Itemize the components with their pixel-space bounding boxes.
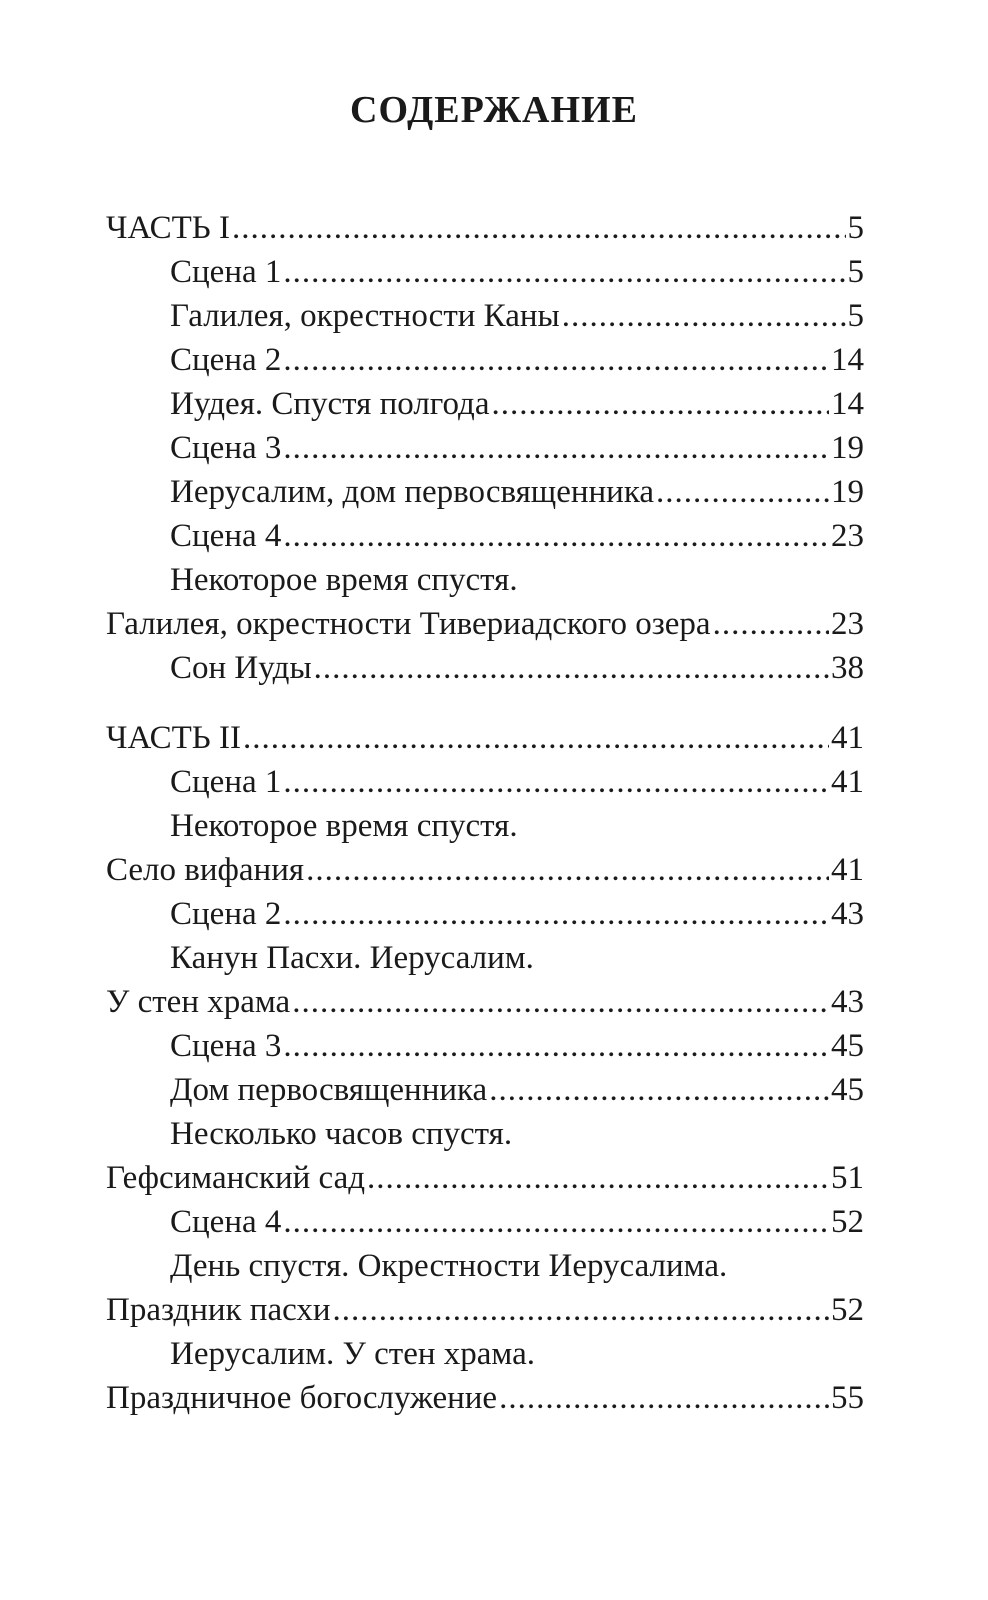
toc-page-number: 51 <box>831 1160 864 1196</box>
dot-leader <box>333 1288 830 1332</box>
toc-page-number: 52 <box>831 1204 864 1240</box>
toc-subheading <box>106 1112 864 1156</box>
toc-entry-label: У стен храма <box>106 984 291 1020</box>
dot-leader <box>499 1376 829 1420</box>
dot-leader <box>562 294 846 338</box>
toc-page-number: 43 <box>831 896 864 932</box>
toc-entry[interactable] <box>106 602 864 646</box>
dot-leader <box>283 760 829 804</box>
toc-entry[interactable] <box>106 250 864 294</box>
dot-leader <box>656 470 829 514</box>
toc-page-number: 5 <box>847 298 864 334</box>
toc-entry-label: Некоторое время спустя. <box>170 562 518 598</box>
toc-entry[interactable] <box>106 646 864 690</box>
toc-entry[interactable] <box>106 294 864 338</box>
dot-leader <box>283 892 829 936</box>
toc-entry[interactable] <box>106 382 864 426</box>
dot-leader <box>306 848 829 892</box>
toc-page-number: 41 <box>831 720 864 756</box>
toc-entry[interactable] <box>106 426 864 470</box>
dot-leader <box>713 602 829 646</box>
toc-entry[interactable] <box>106 760 864 804</box>
dot-leader <box>232 206 846 250</box>
toc-entry-label: Дом первосвященника <box>170 1072 488 1108</box>
toc-entry-label: Сцена 4 <box>170 518 282 554</box>
toc-entry-label: ЧАСТЬ II <box>106 720 241 756</box>
toc-subheading <box>106 1244 864 1288</box>
toc-entry-label: Сон Иуды <box>170 650 312 686</box>
dot-leader <box>283 1024 829 1068</box>
toc-entry[interactable] <box>106 980 864 1024</box>
toc-entry[interactable] <box>106 470 864 514</box>
toc-page-number: 19 <box>831 474 864 510</box>
dot-leader <box>243 716 829 760</box>
toc-entry-label: Иудея. Спустя полгода <box>170 386 490 422</box>
dot-leader <box>283 426 829 470</box>
toc-entry[interactable] <box>106 1156 864 1200</box>
page-title: СОДЕРЖАНИЕ <box>350 89 638 131</box>
toc-entry-label: Галилея, окрестности Каны <box>170 298 560 334</box>
toc-page-number: 45 <box>831 1028 864 1064</box>
toc-entry-label: Канун Пасхи. Иерусалим. <box>170 940 534 976</box>
toc-entry-label: Сцена 2 <box>170 896 282 932</box>
toc-entry[interactable] <box>106 514 864 558</box>
toc-entry[interactable] <box>106 1024 864 1068</box>
toc-entry-label: Сцена 1 <box>170 254 282 290</box>
toc-page-number: 5 <box>847 210 864 246</box>
toc-entry-label: Сцена 1 <box>170 764 282 800</box>
toc-entry-label: Несколько часов спустя. <box>170 1116 513 1152</box>
toc-page-number: 23 <box>831 518 864 554</box>
table-of-contents <box>106 206 864 1420</box>
toc-subheading <box>106 804 864 848</box>
toc-page-number: 23 <box>831 606 864 642</box>
toc-part-heading[interactable] <box>106 716 864 760</box>
toc-page-number: 14 <box>831 342 864 378</box>
dot-leader <box>283 1200 829 1244</box>
toc-entry-label: Некоторое время спустя. <box>170 808 518 844</box>
toc-page-number: 52 <box>831 1292 864 1328</box>
toc-entry[interactable] <box>106 1288 864 1332</box>
toc-entry-label: Сцена 2 <box>170 342 282 378</box>
toc-entry-label: Праздник пасхи <box>106 1292 331 1328</box>
toc-page-number: 43 <box>831 984 864 1020</box>
dot-leader <box>367 1156 829 1200</box>
dot-leader <box>492 382 830 426</box>
toc-entry-label: Иерусалим. У стен храма. <box>170 1336 535 1372</box>
toc-page-number: 38 <box>831 650 864 686</box>
toc-subheading <box>106 936 864 980</box>
toc-entry-label: День спустя. Окрестности Иерусалима. <box>170 1248 728 1284</box>
toc-page-number: 45 <box>831 1072 864 1108</box>
toc-subheading <box>106 558 864 602</box>
toc-entry-label: Гефсиманский сад <box>106 1160 366 1196</box>
toc-entry-label: Иерусалим, дом первосвященника <box>170 474 655 510</box>
section-gap <box>106 690 864 716</box>
toc-part-heading[interactable] <box>106 206 864 250</box>
toc-page-number: 41 <box>831 764 864 800</box>
toc-entry[interactable] <box>106 1376 864 1420</box>
toc-entry[interactable] <box>106 892 864 936</box>
toc-entry-label: ЧАСТЬ I <box>106 210 230 246</box>
dot-leader <box>283 514 829 558</box>
toc-entry[interactable] <box>106 848 864 892</box>
toc-entry[interactable] <box>106 1068 864 1112</box>
toc-page-number: 19 <box>831 430 864 466</box>
dot-leader <box>283 338 829 382</box>
toc-subheading <box>106 1332 864 1376</box>
toc-page-number: 14 <box>831 386 864 422</box>
toc-page-number: 55 <box>831 1380 864 1416</box>
toc-entry-label: Село вифания <box>106 852 305 888</box>
toc-entry-label: Сцена 3 <box>170 1028 282 1064</box>
toc-entry[interactable] <box>106 338 864 382</box>
dot-leader <box>489 1068 829 1112</box>
toc-entry-label: Сцена 4 <box>170 1204 282 1240</box>
dot-leader <box>283 250 845 294</box>
toc-page-number: 41 <box>831 852 864 888</box>
dot-leader <box>314 646 829 690</box>
toc-page-number: 5 <box>847 254 864 290</box>
toc-entry-label: Праздничное богослужение <box>106 1380 498 1416</box>
toc-entry[interactable] <box>106 1200 864 1244</box>
dot-leader <box>292 980 829 1024</box>
toc-entry-label: Галилея, окрестности Тивериадского озера <box>106 606 711 642</box>
toc-entry-label: Сцена 3 <box>170 430 282 466</box>
